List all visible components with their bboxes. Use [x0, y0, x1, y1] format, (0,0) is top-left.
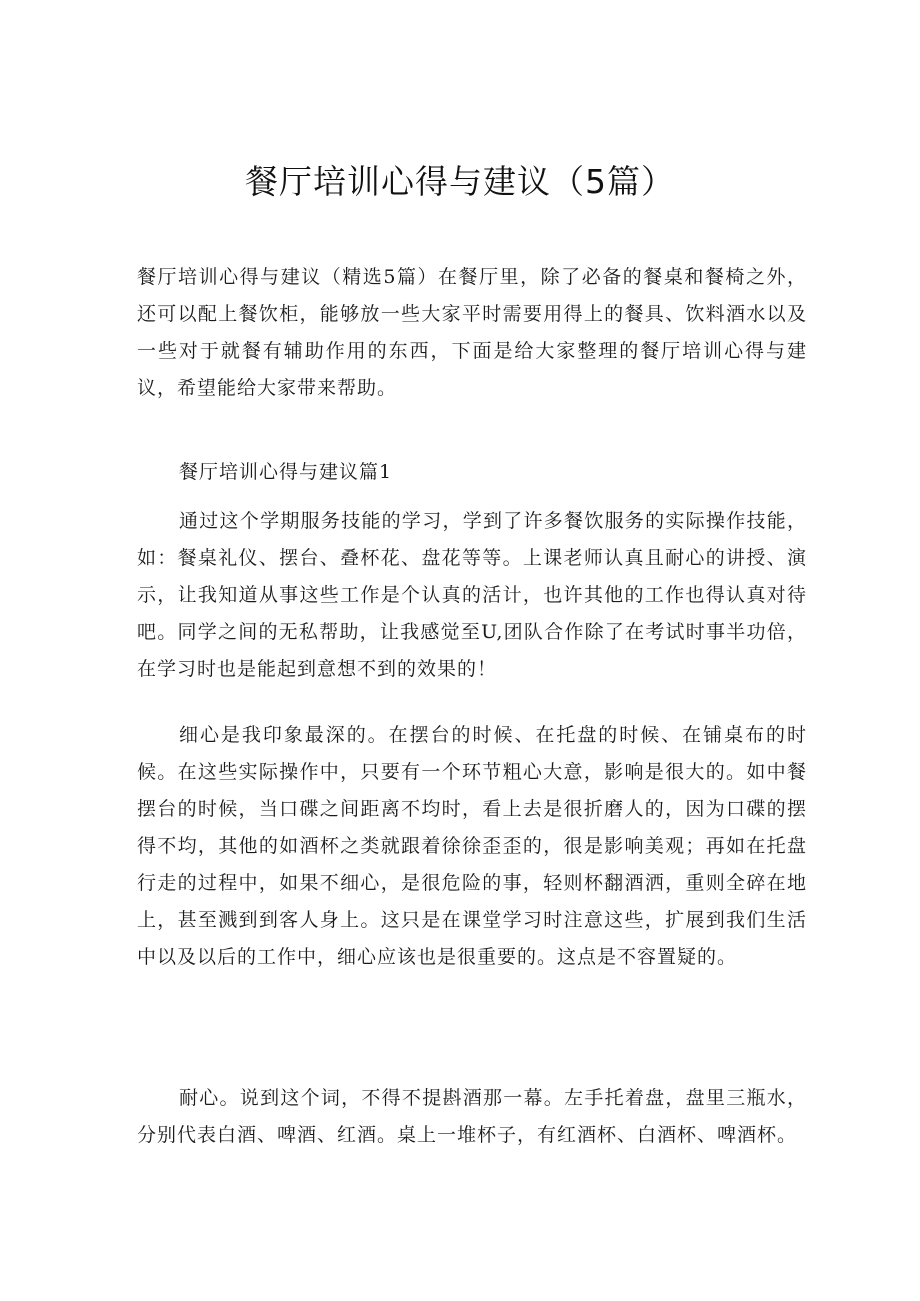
paragraph-block-3: [137, 1080, 807, 1154]
section-heading-block: [137, 454, 807, 491]
intro-block: [137, 259, 807, 407]
paragraph-block-2: [137, 717, 807, 976]
body-paragraph: 耐心。说到这个词，不得不提斟酒那一幕。左手托着盘，盘里三瓶水，分别代表白酒、啤酒、红酒。桌上一堆杯子，有红酒杯、白酒杯、啤酒杯。: [137, 1087, 807, 1146]
body-paragraph: 通过这个学期服务技能的学习，学到了许多餐饮服务的实际操作技能，如：餐桌礼仪、摆台、叠杯花、盘花等等。上课老师认真且耐心的讲授、演示，让我知道从事这些工作是个认真的活计，也许其他的工作也得认真对待吧。同学之间的无私帮助，让我感觉至U,团队合作除了在考试时事半功倍，在学习时也是能起到意想不到的效果的！: [137, 510, 807, 680]
document-title: 餐厅培训心得与建议（5篇）: [245, 162, 675, 201]
body-paragraph: 细心是我印象最深的。在摆台的时候、在托盘的时候、在铺桌布的时候。在这些实际操作中，只要有一个环节粗心大意，影响是很大的。如中餐摆台的时候，当口碟之间距离不均时，看上去是很折磨人的，因为口碟的摆得不均，其他的如酒杯之类就跟着徐徐歪歪的，很是影响美观；再如在托盘行走的过程中，如果不细心，是很危险的事，轻则杯翻酒洒，重则全碎在地上，甚至溅到到客人身上。这只是在课堂学习时注意这些，扩展到我们生活中以及以后的工作中，细心应该也是很重要的。这点是不容置疑的。: [137, 724, 807, 968]
section-heading: 餐厅培训心得与建议篇1: [179, 461, 393, 483]
paragraph-block-1: [137, 503, 807, 688]
intro-paragraph: 餐厅培训心得与建议（精选5篇）在餐厅里，除了必备的餐桌和餐椅之外，还可以配上餐饮柜，能够放一些大家平时需要用得上的餐具、饮料酒水以及一些对于就餐有辅助作用的东西，下面是给大家整理的餐厅培训心得与建议，希望能给大家带来帮助。: [137, 266, 807, 399]
